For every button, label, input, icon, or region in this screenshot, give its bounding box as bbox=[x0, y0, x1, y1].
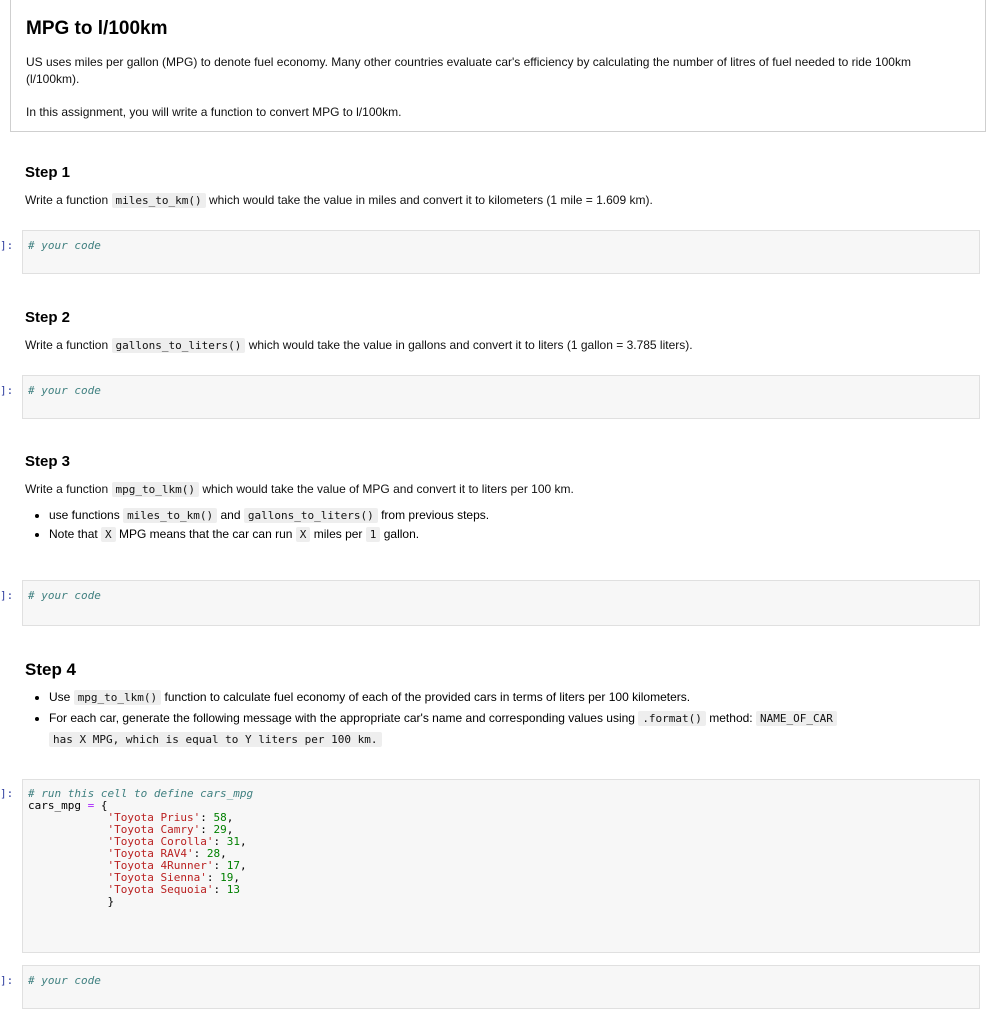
step4-cell2-prompt: ]: bbox=[0, 974, 14, 987]
cars-mpg-open-brace: { bbox=[100, 799, 108, 812]
step3-b2-code2: X bbox=[296, 527, 311, 542]
car-separator: , bbox=[226, 811, 234, 824]
step3-bullet-2 bbox=[49, 526, 975, 543]
cars-dict-entry: 'Toyota 4Runner': 17, bbox=[107, 859, 247, 872]
intro-paragraph-2: In this assignment, you will write a function to convert MPG to l/100km. bbox=[26, 105, 402, 119]
step4-bullet-2 bbox=[49, 708, 975, 750]
step3-b2-code3: 1 bbox=[366, 527, 381, 542]
step4-b2-code2a: NAME_OF_CAR bbox=[756, 711, 837, 726]
cars-dict-entry: 'Toyota Sequoia': 13 bbox=[107, 883, 240, 896]
car-mpg-value: 19 bbox=[220, 871, 234, 884]
car-mpg-value: 29 bbox=[213, 823, 227, 836]
car-name: 'Toyota RAV4' bbox=[107, 847, 194, 860]
step3-b1-code2: gallons_to_liters() bbox=[244, 508, 378, 523]
step4-b2-mid: method: bbox=[709, 711, 753, 725]
step3-b2-code1: X bbox=[101, 527, 116, 542]
car-separator: , bbox=[233, 871, 240, 884]
step4-b1-code: mpg_to_lkm() bbox=[74, 690, 161, 705]
step1-code-comment: # your code bbox=[28, 239, 101, 252]
step3-b1-code1: miles_to_km() bbox=[123, 508, 217, 523]
step4-b2-code2b: has X MPG, which is equal to Y liters per 100 km. bbox=[49, 732, 382, 747]
step3-text-after: which would take the value of MPG and convert it to liters per 100 km. bbox=[202, 482, 574, 496]
car-mpg-value: 58 bbox=[213, 811, 227, 824]
cars-dict-entry: 'Toyota RAV4': 28, bbox=[107, 847, 227, 860]
step1-inline-code: miles_to_km() bbox=[112, 193, 206, 208]
step3-b2-mid1: MPG means that the car can run bbox=[119, 527, 293, 541]
step2-inline-code: gallons_to_liters() bbox=[112, 338, 246, 353]
car-name: 'Toyota Corolla' bbox=[107, 835, 214, 848]
step2-markdown-cell[interactable] bbox=[25, 309, 693, 354]
step1-description bbox=[25, 192, 653, 209]
cars-dict-entries bbox=[28, 812, 974, 896]
car-mpg-value: 31 bbox=[226, 835, 240, 848]
step2-code-comment: # your code bbox=[28, 384, 101, 397]
step3-b2-after: gallon. bbox=[383, 527, 420, 541]
step3-text-before: Write a function bbox=[25, 482, 109, 496]
cars-mpg-close-brace: } bbox=[107, 895, 115, 908]
step3-b1-after: from previous steps. bbox=[381, 508, 490, 522]
car-name: 'Toyota Camry' bbox=[107, 823, 201, 836]
step2-code-cell[interactable] bbox=[22, 375, 980, 419]
step4-final-code-comment: # your code bbox=[28, 974, 101, 987]
step2-text-before: Write a function bbox=[25, 338, 109, 352]
step3-b2-text: Note that bbox=[49, 527, 98, 541]
cars-dict-entry: 'Toyota Camry': 29, bbox=[107, 823, 234, 836]
intro-markdown-cell[interactable] bbox=[10, 0, 986, 132]
step1-text-before: Write a function bbox=[25, 193, 109, 207]
step4-final-code-cell[interactable] bbox=[22, 965, 980, 1009]
step2-description bbox=[25, 337, 693, 354]
step1-markdown-cell[interactable] bbox=[25, 164, 653, 209]
step3-heading: Step 3 bbox=[25, 453, 71, 470]
step4-heading: Step 4 bbox=[25, 660, 77, 679]
cars-dict-entry: 'Toyota Corolla': 31, bbox=[107, 835, 247, 848]
notebook-title: MPG to l/100km bbox=[26, 18, 168, 39]
step3-b2-mid2: miles per bbox=[313, 527, 363, 541]
car-separator: , bbox=[239, 835, 247, 848]
step4-b2-text: For each car, generate the following message with the appropriate car's name and corresponding values using bbox=[49, 711, 635, 725]
cars-mpg-var: cars_mpg bbox=[28, 799, 81, 812]
car-separator: , bbox=[220, 847, 227, 860]
step2-heading: Step 2 bbox=[25, 309, 71, 326]
step3-markdown-cell[interactable] bbox=[25, 453, 975, 545]
car-name: 'Toyota 4Runner' bbox=[107, 859, 214, 872]
step3-bullet-list bbox=[25, 507, 975, 543]
car-separator: , bbox=[239, 859, 247, 872]
car-name: 'Toyota Prius' bbox=[107, 811, 201, 824]
step4-bullet-1 bbox=[49, 689, 975, 706]
cars-mpg-op: = bbox=[87, 799, 95, 812]
cars-mpg-close-line bbox=[28, 896, 974, 908]
step3-description bbox=[25, 481, 975, 498]
step4-b1-after: function to calculate fuel economy of each of the provided cars in terms of liters per 100 kilometers. bbox=[164, 690, 691, 704]
step2-cell-prompt: ]: bbox=[0, 384, 14, 397]
step3-inline-code: mpg_to_lkm() bbox=[112, 482, 199, 497]
car-mpg-value: 13 bbox=[226, 883, 240, 896]
cars-mpg-code-cell[interactable] bbox=[22, 779, 980, 953]
step4-b2-code1: .format() bbox=[638, 711, 706, 726]
step1-text-after: which would take the value in miles and convert it to kilometers (1 mile = 1.609 km). bbox=[208, 193, 653, 207]
car-name: 'Toyota Sienna' bbox=[107, 871, 207, 884]
step3-cell-prompt: ]: bbox=[0, 589, 14, 602]
step1-cell-prompt: ]: bbox=[0, 239, 14, 252]
car-name: 'Toyota Sequoia' bbox=[107, 883, 214, 896]
step3-b1-and: and bbox=[220, 508, 241, 522]
step3-bullet-1 bbox=[49, 507, 975, 524]
cars-dict-entry: 'Toyota Sienna': 19, bbox=[107, 871, 240, 884]
step1-code-cell[interactable] bbox=[22, 230, 980, 274]
car-mpg-value: 28 bbox=[206, 847, 221, 860]
car-mpg-value: 17 bbox=[226, 859, 240, 872]
step4-markdown-cell[interactable] bbox=[25, 660, 975, 752]
intro-paragraph-1: US uses miles per gallon (MPG) to denote fuel economy. Many other countries evaluate car's efficiency by calculating the number of litres of fuel needed to ride 100km (l/100km). bbox=[26, 55, 911, 86]
step3-code-cell[interactable] bbox=[22, 580, 980, 626]
cars-dict-entry: 'Toyota Prius': 58, bbox=[107, 811, 234, 824]
step4-bullet-list bbox=[25, 689, 975, 750]
step2-text-after: which would take the value in gallons and convert it to liters (1 gallon = 3.785 liters). bbox=[248, 338, 693, 352]
step4-b1-text: Use bbox=[49, 690, 71, 704]
car-separator: , bbox=[226, 823, 234, 836]
step4-cell1-prompt: ]: bbox=[0, 787, 14, 800]
step3-code-comment: # your code bbox=[28, 589, 101, 602]
step3-b1-text: use functions bbox=[49, 508, 120, 522]
step1-heading: Step 1 bbox=[25, 164, 71, 181]
cars-mpg-comment: # run this cell to define cars_mpg bbox=[28, 787, 254, 800]
